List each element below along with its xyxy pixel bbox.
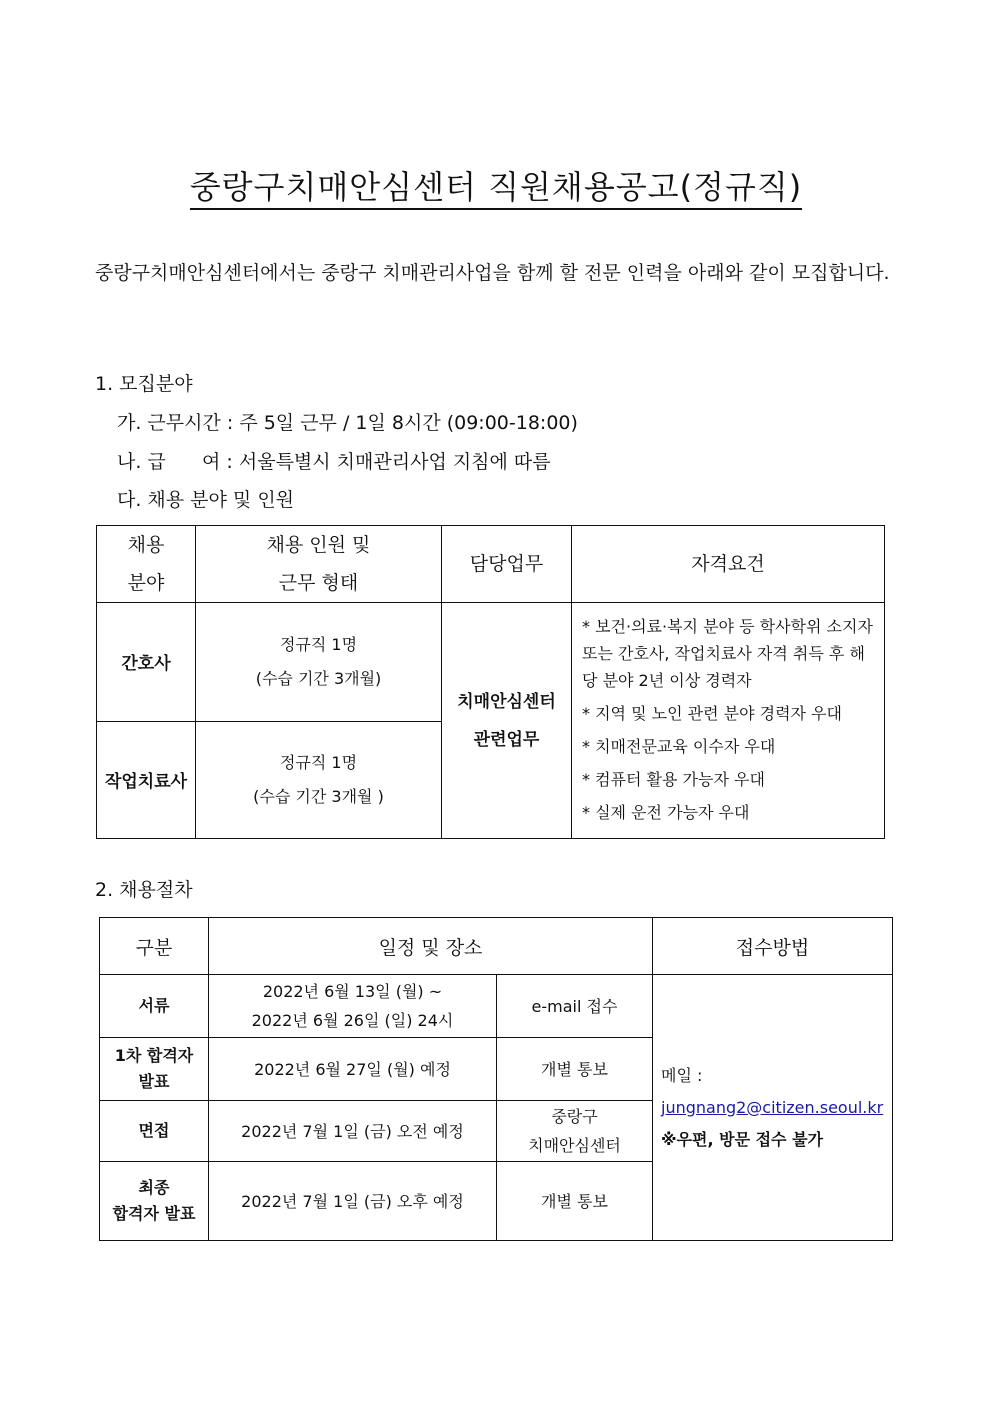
- header-duty: 담당업무: [442, 526, 572, 603]
- date-cell: 2022년 7월 1일 (금) 오전 예정: [209, 1101, 497, 1162]
- header-method: 접수방법: [653, 918, 893, 975]
- header-requirements: 자격요건: [572, 526, 885, 603]
- field-cell: 작업치료사: [97, 721, 196, 839]
- page-title: 중랑구치매안심센터 직원채용공고(정규직): [0, 162, 992, 208]
- procedure-table: [99, 917, 893, 1241]
- date-cell: 2022년 6월 27일 (월) 예정: [209, 1038, 497, 1101]
- table-header-row: [100, 918, 893, 975]
- field-cell: 간호사: [97, 603, 196, 722]
- stage-cell: 최종 합격자 발표: [100, 1162, 209, 1241]
- intro-paragraph: 중랑구치매안심센터에서는 중랑구 치매관리사업을 함께 할 전문 인력을 아래와 같이 모집합니다.: [95, 262, 890, 284]
- requirement-item: * 실제 운전 가능자 우대: [582, 803, 750, 822]
- positions-table: [96, 525, 885, 839]
- date-cell: 2022년 6월 13일 (월) ~ 2022년 6월 26일 (일) 24시: [209, 975, 497, 1038]
- stage-cell: 면접: [100, 1101, 209, 1162]
- salary-line: 나. 급 여 : 서울특별시 치매관리사업 지침에 따름: [117, 451, 551, 473]
- requirement-item: * 치매전문교육 이수자 우대: [582, 737, 776, 756]
- requirement-item: * 컴퓨터 활용 가능자 우대: [582, 770, 765, 789]
- header-schedule: 일정 및 장소: [209, 918, 653, 975]
- duty-cell: 치매안심센터 관련업무: [442, 603, 572, 839]
- place-cell: 중랑구 치매안심센터: [497, 1101, 653, 1162]
- method-label: 메일 :: [661, 1065, 703, 1085]
- stage-cell: 서류: [100, 975, 209, 1038]
- email-link[interactable]: jungnang2@citizen.seoul.kr: [661, 1097, 884, 1117]
- employ-cell: 정규직 1명 (수습 기간 3개월 ): [196, 721, 442, 839]
- header-stage: 구분: [100, 918, 209, 975]
- requirement-item: * 보건·의료·복지 분야 등 학사학위 소지자 또는 간호사, 작업치료사 자격 취득 후 해당 분야 2년 이상 경력자: [582, 617, 873, 690]
- table-row: [97, 603, 885, 722]
- place-cell: e-mail 접수: [497, 975, 653, 1038]
- table-row: [100, 975, 893, 1038]
- requirements-cell: [572, 603, 885, 839]
- positions-line: 다. 채용 분야 및 인원: [117, 489, 295, 511]
- method-cell: [653, 975, 893, 1241]
- place-cell: 개별 통보: [497, 1162, 653, 1241]
- table-header-row: [97, 526, 885, 603]
- date-cell: 2022년 7월 1일 (금) 오후 예정: [209, 1162, 497, 1241]
- header-field: 채용 분야: [97, 526, 196, 603]
- method-note: ※우편, 방문 접수 불가: [661, 1129, 823, 1149]
- section2-heading: 2. 채용절차: [95, 879, 193, 901]
- header-employ: 채용 인원 및 근무 형태: [196, 526, 442, 603]
- place-cell: 개별 통보: [497, 1038, 653, 1101]
- section1-heading: 1. 모집분야: [95, 373, 193, 395]
- requirement-item: * 지역 및 노인 관련 분야 경력자 우대: [582, 704, 842, 723]
- work-hours-line: 가. 근무시간 : 주 5일 근무 / 1일 8시간 (09:00-18:00): [117, 412, 578, 434]
- stage-cell: 1차 합격자 발표: [100, 1038, 209, 1101]
- employ-cell: 정규직 1명 (수습 기간 3개월): [196, 603, 442, 722]
